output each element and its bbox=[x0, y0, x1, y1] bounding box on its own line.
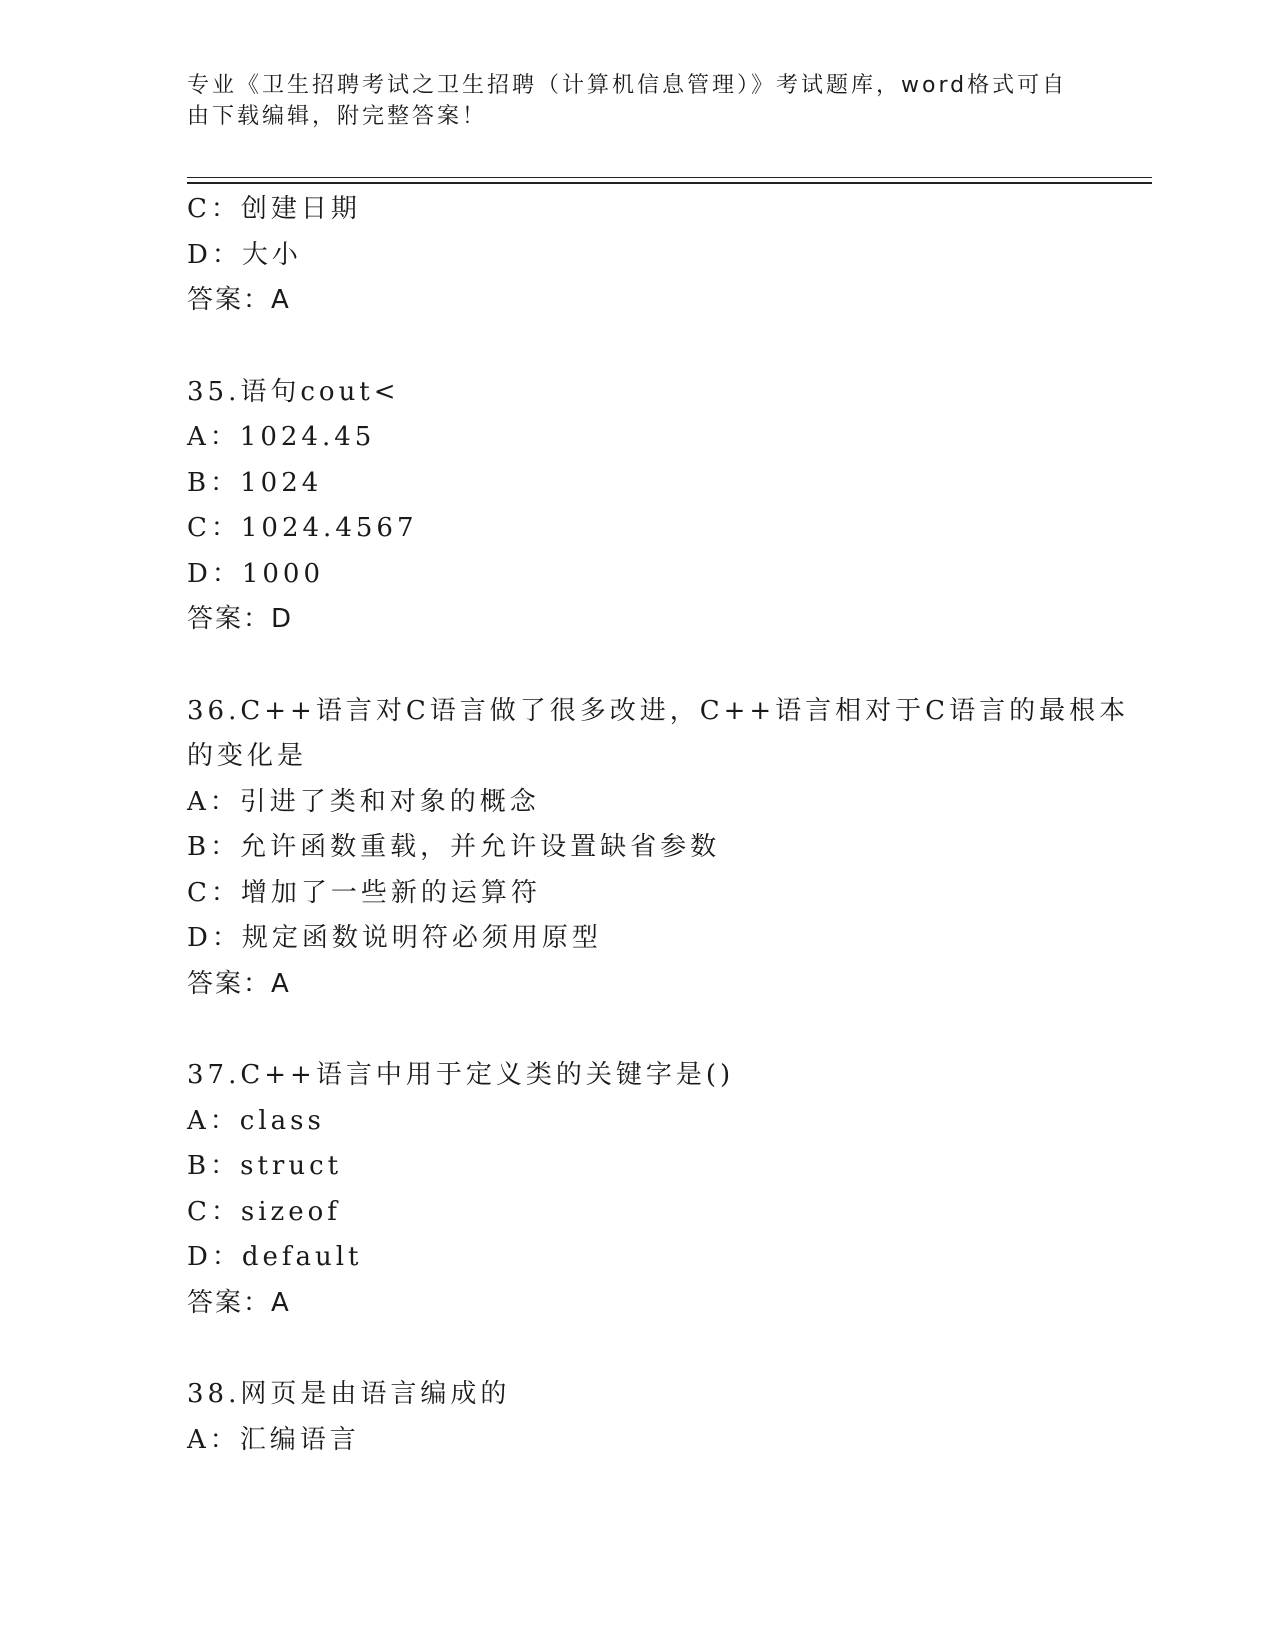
answer-line: 答案：D bbox=[187, 604, 294, 634]
option-c: C：创建日期 bbox=[187, 194, 361, 224]
option-c: C：1024.4567 bbox=[187, 513, 418, 543]
question-block-35 bbox=[187, 370, 1152, 643]
option-a: A：汇编语言 bbox=[187, 1424, 360, 1455]
option-a: A：引进了类和对象的概念 bbox=[187, 786, 540, 817]
header-rule-thin bbox=[187, 177, 1152, 178]
question-block-37 bbox=[187, 1053, 1152, 1326]
option-d: D：1000 bbox=[187, 558, 325, 589]
question-stem: 36.C++语言对C语言做了很多改进，C++语言相对于C语言的最根本的变化是 bbox=[187, 695, 1130, 771]
option-b: B：struct bbox=[187, 1151, 343, 1181]
question-block-previous bbox=[187, 187, 1152, 324]
header-rule-thick bbox=[187, 182, 1152, 184]
answer-line: 答案：A bbox=[187, 968, 291, 999]
question-block-38 bbox=[187, 1372, 1152, 1463]
option-a: A：class bbox=[187, 1105, 325, 1136]
document-header: 专业《卫生招聘考试之卫生招聘（计算机信息管理）》考试题库，word格式可自由下载编辑，附完整答案！ bbox=[187, 73, 1068, 129]
answer-line: 答案：A bbox=[187, 285, 291, 315]
option-d: D：大小 bbox=[187, 239, 302, 270]
question-stem: 38.网页是由语言编成的 bbox=[187, 1379, 511, 1409]
option-c: C：增加了一些新的运算符 bbox=[187, 877, 541, 908]
option-c: C：sizeof bbox=[187, 1196, 341, 1227]
option-a: A：1024.45 bbox=[187, 422, 376, 452]
option-d: D：规定函数说明符必须用原型 bbox=[187, 923, 602, 953]
answer-line: 答案：A bbox=[187, 1287, 291, 1318]
option-b: B：1024 bbox=[187, 467, 323, 498]
question-block-36 bbox=[187, 689, 1152, 1008]
option-d: D：default bbox=[187, 1242, 363, 1272]
question-list bbox=[187, 187, 1152, 1463]
option-b: B：允许函数重载，并允许设置缺省参数 bbox=[187, 832, 721, 862]
question-stem: 37.C++语言中用于定义类的关键字是() bbox=[187, 1060, 735, 1090]
question-stem: 35.语句cout< bbox=[187, 376, 400, 407]
